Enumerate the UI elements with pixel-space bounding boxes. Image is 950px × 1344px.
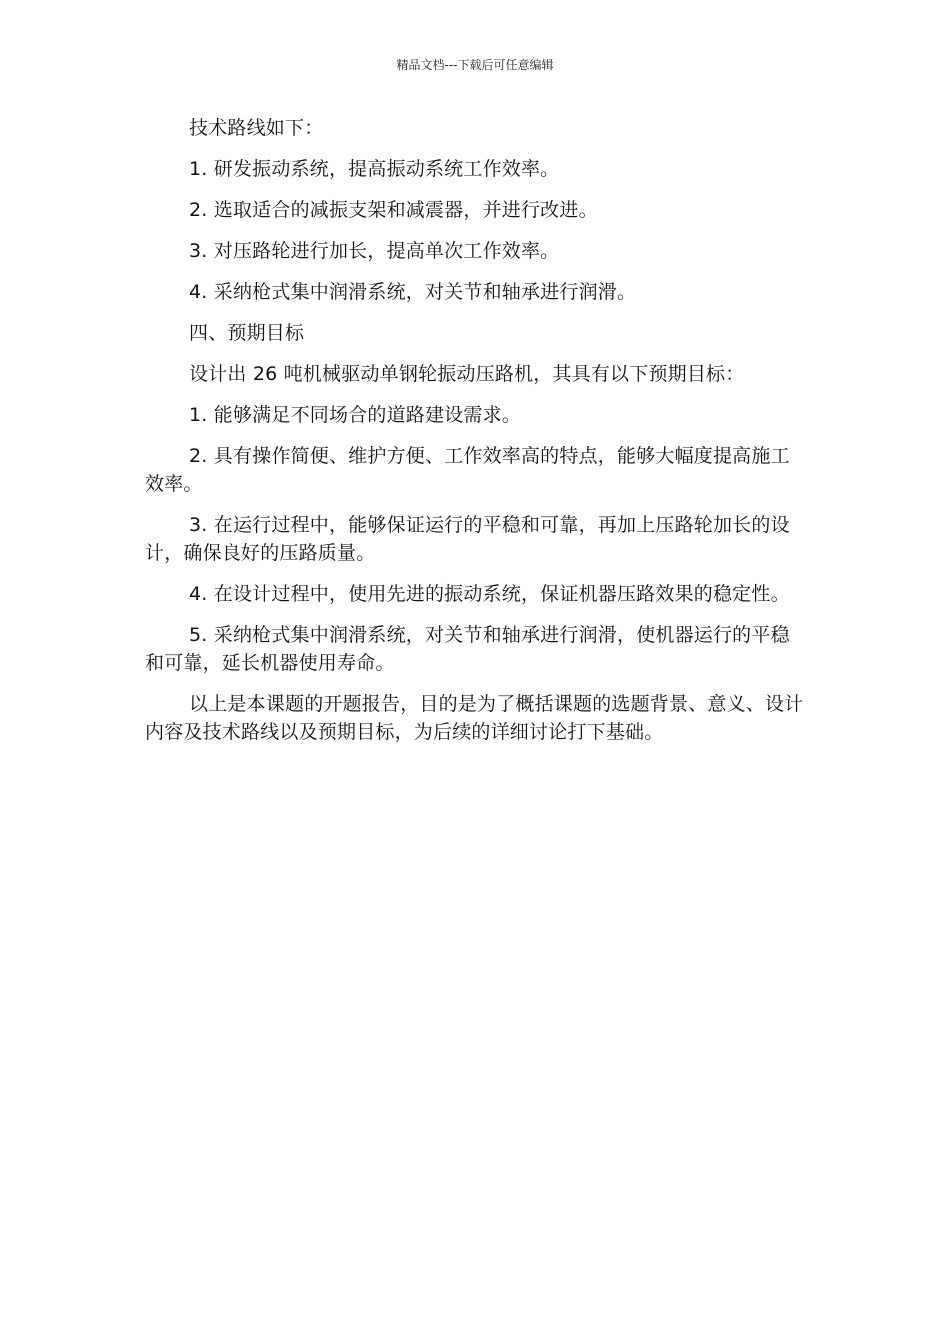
paragraph-expected-goals-intro: 设计出 26 吨机械驱动单钢轮振动压路机，其具有以下预期目标： — [189, 363, 745, 385]
paragraph-technical-route-item-2: 2. 选取适合的减振支架和减震器，并进行改进。 — [189, 199, 598, 221]
paragraph-expected-goal-3: 3. 在运行过程中，能够保证运行的平稳和可靠，再加上压路轮加长的设计，确保良好的压路质量。 — [145, 514, 790, 564]
paragraph-technical-route-item-3: 3. 对压路轮进行加长，提高单次工作效率。 — [189, 240, 560, 262]
paragraph-technical-route-item-4: 4. 采纳枪式集中润滑系统，对关节和轴承进行润滑。 — [189, 281, 637, 303]
paragraph-technical-route-intro: 技术路线如下： — [189, 117, 324, 139]
page-header: 精品文档---下载后可任意编辑 — [396, 58, 554, 72]
paragraph-technical-route-item-1: 1. 研发振动系统，提高振动系统工作效率。 — [189, 158, 560, 180]
paragraph-summary: 以上是本课题的开题报告，目的是为了概括课题的选题背景、意义、设计内容及技术路线以及预期目标，为后续的详细讨论打下基础。 — [145, 693, 804, 743]
paragraph-expected-goal-1: 1. 能够满足不同场合的道路建设需求。 — [189, 404, 521, 426]
paragraph-expected-goal-5: 5. 采纳枪式集中润滑系统，对关节和轴承进行润滑，使机器运行的平稳和可靠，延长机器使用寿命。 — [145, 624, 790, 674]
section-heading-expected-goals: 四、预期目标 — [189, 322, 305, 344]
paragraph-expected-goal-2: 2. 具有操作简便、维护方便、工作效率高的特点，能够大幅度提高施工效率。 — [145, 445, 790, 495]
paragraph-expected-goal-4: 4. 在设计过程中，使用先进的振动系统，保证机器压路效果的稳定性。 — [189, 583, 790, 605]
document-body — [145, 114, 805, 758]
